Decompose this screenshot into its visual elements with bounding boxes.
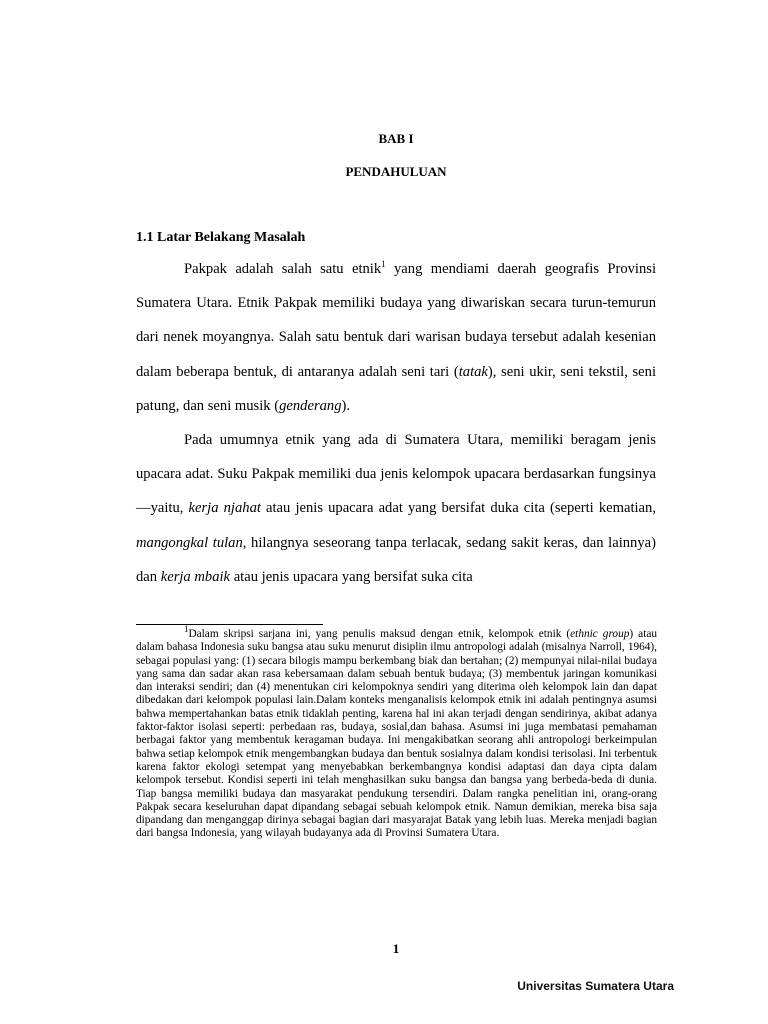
body-text [136,252,656,594]
footnote-text-b: ) atau dalam bahasa Indonesia suku bangsa atau suku menurut disiplin ilmu antropologi adalah (misalnya Narroll, 1964), sebagai populasi yang: (1) secara bilogis mampu berkembang biak dan bertahan; (2) mempunyai nilai-nilai budaya yang sama dan sadar akan rasa kebersamaan dalam sebuah bentuk budaya; (3) membentuk jaringan komunikasi dan interaksi sendiri; dan (4) menentukan ciri kelompoknya sendiri yang diterima oleh kelompok lain dan dapat dibedakan dari kelompok populasi lain.Dalam konteks menganalisis kelompok etnik ini adalah pentingnya asumsi bahwa mempertahankan batas etnik tidaklah penting, karena hal ini akan terjadi dengan sendirinya, akibat adanya faktor-faktor isolasi seperti: perbedaan ras, budaya, sosial,dan bahasa. Asumsi ini juga membatasi pemahaman berbagai faktor yang membentuk keragaman budaya. Ini mengakibatkan seorang ahli antropologi berkeimpulan bahwa setiap kelompok etnik mengembangkan budaya dan bentuk sosialnya dalam kondisi terisolasi. Ini terbentuk karena faktor ekologi setempat yang menyebabkan berkembangnya kondisi adaptasi dan daya cipta dalam kelompok tersebut. Kondisi seperti ini telah menghasilkan suku bangsa dan bangsa yang berbeda-beda di dunia. Tiap bangsa memiliki budaya dan masyarakat pendukung tersendiri. Dalam rangka penelitian ini, orang-orang Pakpak secara keseluruhan dapat dipandang sebagai sebuah kelompok etnik. Namun demikian, mereka bisa saja dipandang dan menganggap dirinya sebagai bagian dari masyarajat Batak yang lebih luas. Mereka menjadi bagian dari bangsa Indonesia, yang wilayah budayanya ada di Provinsi Sumatera Utara. [136,628,658,840]
p2-text-d: atau jenis upacara yang bersifat suka cita [230,568,473,585]
p1-text-c: ), seni ukir, seni tekstil, seni patung, dan seni musik ( [136,363,656,414]
p2-italic-mangongkal-tulan: mangongkal tulan [136,534,243,551]
footnote [136,624,658,841]
paragraph-1 [136,252,656,423]
p1-italic-genderang: genderang [279,397,342,414]
p2-text-c: , hilangnya seseorang tanpa terlacak, sedang sakit keras, dan lainnya) dan [136,534,656,585]
p1-italic-tatak: tatak [458,363,488,380]
footnote-divider [136,624,323,625]
paragraph-2 [136,423,656,594]
p2-text-b: atau jenis upacara adat yang bersifat duka cita (seperti kematian, [260,500,656,517]
footnote-text-a: Dalam skripsi sarjana ini, yang penulis maksud dengan etnik, kelompok etnik ( [188,628,571,640]
p1-text-b: yang mendiami daerah geografis Provinsi Sumatera Utara. Etnik Pakpak memiliki budaya yang diwariskan secara turun-temurun dari nenek moyangnya. Salah satu bentuk dari warisan budaya tersebut adalah kesenian dalam beberapa bentuk, di antaranya adalah seni tari ( [136,261,657,380]
p2-text-a: Pada umumnya etnik yang ada di Sumatera Utara, memiliki beragam jenis upacara adat. Suku Pakpak memiliki dua jenis kelompok upacara berdasarkan fungsinya—yaitu, [136,432,656,517]
page-number: 1 [392,941,400,956]
footnote-text [136,624,658,841]
footer-institution: Universitas Sumatera Utara [517,979,674,993]
p2-italic-kerja-mbaik: kerja mbaik [160,568,231,585]
p1-text-a: Pakpak adalah salah satu etnik [184,261,382,277]
section-heading: 1.1 Latar Belakang Masalah [136,230,306,245]
chapter-number: BAB I [378,131,414,146]
chapter-title: PENDAHULUAN [345,164,447,179]
footnote-marker: 1 [184,624,189,635]
footnote-italic-ethnic-group: ethnic group [570,628,630,640]
p1-text-d: ). [341,397,351,414]
p2-italic-kerja-njahat: kerja njahat [188,500,261,517]
footnote-reference[interactable]: 1 [381,259,386,270]
